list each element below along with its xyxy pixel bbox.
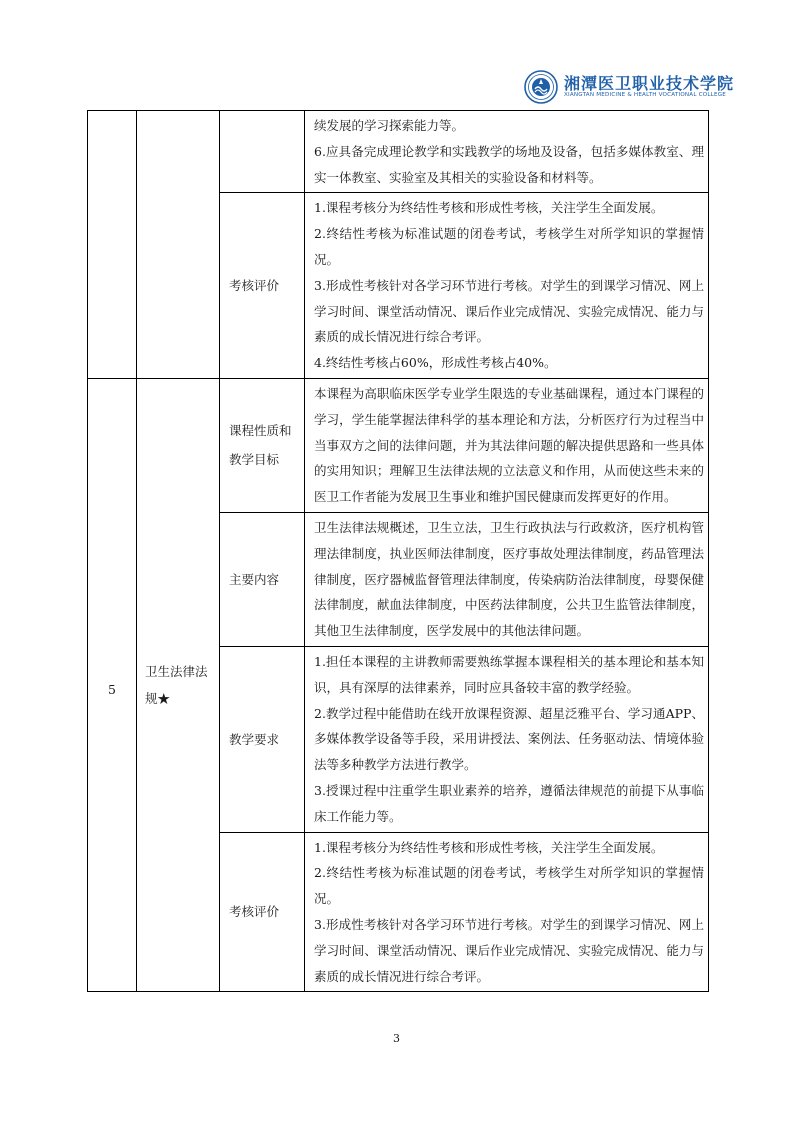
aspect-cell: 考核评价 xyxy=(220,832,305,992)
college-seal-icon xyxy=(524,70,558,104)
content-paragraph: 卫生法律法规概述，卫生立法，卫生行政执法与行政救济，医疗机构管理法律制度，执业医师法律制度，医疗事故处理法律制度，药品管理法律制度，医疗器械监督管理法律制度，传染病防治法律制度，母婴保健法律制度，献血法律制度，中医药法律制度，公共卫生监管法律制度，其他卫生法律制度，医学发展中的其他法律问题。 xyxy=(314,519,704,639)
content-cell xyxy=(305,378,709,512)
course-name-cell: 卫生法律法规★ xyxy=(137,378,220,991)
content-paragraph: 3.形成性考核针对各学习环节进行考核。对学生的到课学习情况、网上学习时间、课堂活动情况、课后作业完成情况、实验完成情况、能力与素质的成长情况进行综合考评。 xyxy=(314,916,704,984)
course-name-cell xyxy=(137,111,220,379)
content-cell xyxy=(305,111,709,193)
aspect-cell xyxy=(220,111,305,193)
college-logo xyxy=(524,70,735,106)
curriculum-table xyxy=(87,110,709,992)
aspect-cell: 考核评价 xyxy=(220,193,305,379)
content-paragraph: 4.终结性考核占60%，形成性考核占40%。 xyxy=(314,355,557,371)
content-paragraph: 2.终结性考核为标准试题的闭卷考试，考核学生对所学知识的掌握情况。 xyxy=(314,226,704,267)
content-paragraph: 本课程为高职临床医学专业学生限选的专业基础课程，通过本门课程的学习，学生能掌握法律科学的基本理论和方法，分析医疗行为过程当中当事双方之间的法律问题，并为其法律问题的解决提供思路和一些具体的实用知识；理解卫生法律法规的立法意义和作用，从而使这些未来的医卫工作者能为发展卫生事业和维护国民健康而发挥更好的作用。 xyxy=(314,385,704,505)
college-name-en: XIANGTAN MEDICINE & HEALTH VOCATIONAL COLLEGE xyxy=(564,92,726,98)
content-cell xyxy=(305,512,709,646)
table-row xyxy=(88,111,709,193)
content-cell xyxy=(305,646,709,832)
content-cell xyxy=(305,832,709,992)
content-paragraph: 3.形成性考核针对各学习环节进行考核。对学生的到课学习情况、网上学习时间、课堂活动情况、课后作业完成情况、实验完成情况、能力与素质的成长情况进行综合考评。 xyxy=(314,277,704,345)
content-paragraph: 2.教学过程中能借助在线开放课程资源、超星泛雅平台、学习通APP、多媒体教学设备等手段，采用讲授法、案例法、任务驱动法、情境体验法等多种教学方法进行教学。 xyxy=(314,705,704,773)
table-row xyxy=(88,378,709,512)
course-number-cell xyxy=(88,111,137,379)
aspect-cell: 课程性质和教学目标 xyxy=(220,378,305,512)
content-cell xyxy=(305,193,709,379)
content-paragraph: 2.终结性考核为标准试题的闭卷考试，考核学生对所学知识的掌握情况。 xyxy=(314,865,704,907)
content-paragraph: 6.应具备完成理论教学和实践教学的场地及设备，包括多媒体教室、理实一体教室、实验室及其相关的实验设备和材料等。 xyxy=(314,143,704,185)
content-paragraph: 1.课程考核分为终结性考核和形成性考核，关注学生全面发展。 xyxy=(314,200,664,216)
content-paragraph: 续发展的学习探索能力等。 xyxy=(314,118,465,133)
aspect-cell: 教学要求 xyxy=(220,646,305,832)
aspect-cell: 主要内容 xyxy=(220,512,305,646)
college-name-cn: 湘潭医卫职业技术学院 xyxy=(564,74,735,93)
content-paragraph: 1.课程考核分为终结性考核和形成性考核，关注学生全面发展。 xyxy=(314,839,664,855)
course-number-cell: 5 xyxy=(88,378,137,991)
page-number: 3 xyxy=(393,1032,400,1045)
content-paragraph: 1.担任本课程的主讲教师需要熟练掌握本课程相关的基本理论和基本知识，具有深厚的法律素养，同时应具备较丰富的教学经验。 xyxy=(314,653,704,695)
content-paragraph: 3.授课过程中注重学生职业素养的培养，遵循法律规范的前提下从事临床工作能力等。 xyxy=(314,782,704,824)
